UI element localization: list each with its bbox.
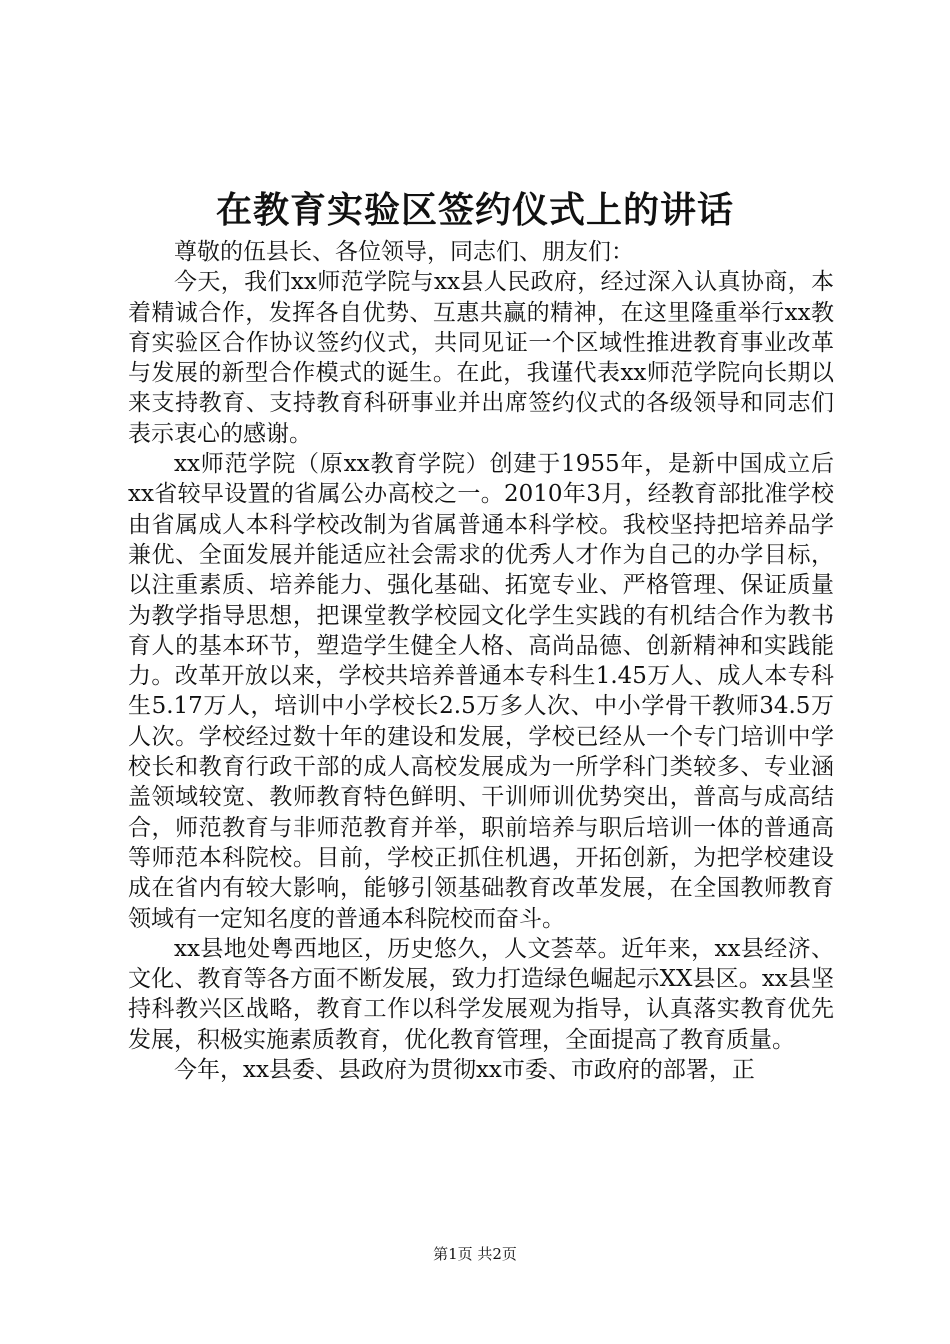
- paragraph-this-year: 今年，xx县委、县政府为贯彻xx市委、市政府的部署，正: [174, 1057, 755, 1084]
- paragraph-salutation: 尊敬的伍县长、各位领导，同志们、朋友们：: [174, 239, 634, 265]
- paragraph-college-intro: xx师范学院（原xx教育学院）创建于1955年，是新中国成立后xx省较早设置的省属公办高校之一。2010年3月，经教育部批准学校由省属成人本科学校改制为省属普通本科学校。我校坚持把培养品学兼优、全面发展并能适应社会需求的优秀人才作为自己的办学目标，以注重素质、培养能力、强化基础、拓宽专业、严格管理、保证质量为教学指导思想，把课堂教学校园文化学生实践的有机结合作为教书育人的基本环节，塑造学生健全人格、高尚品德、创新精神和实践能力。改革开放以来，学校共培养普通本专科生1.45万人、成人本专科生5.17万人，培训中小学校长2.5万多人次、中小学骨干教师34.5万人次。学校经过数十年的建设和发展，学校已经从一个专门培训中学校长和教育行政干部的成人高校发展成为一所学科门类较多、专业涵盖领域较宽、教师教育特色鲜明、干训师训优势突出，普高与成高结合，师范教育与非师范教育并举，职前培养与职后培训一体的普通高等师范本科院校。目前，学校正抓住机遇，开拓创新，为把学校建设成在省内有较大影响，能够引领基础教育改革发展，在全国教师教育领域有一定知名度的普通本科院校而奋斗。: [128, 451, 834, 932]
- document-title: 在教育实验区签约仪式上的讲话: [215, 189, 734, 231]
- document-body: [128, 237, 834, 1085]
- paragraph-opening: 今天，我们xx师范学院与xx县人民政府，经过深入认真协商，本着精诚合作，发挥各自优势、互惠共赢的精神，在这里隆重举行xx教育实验区合作协议签约仪式，共同见证一个区域性推进教育事业改革与发展的新型合作模式的诞生。在此，我谨代表xx师范学院向长期以来支持教育、支持教育科研事业并出席签约仪式的各级领导和同志们表示衷心的感谢。: [128, 269, 834, 447]
- page-number-footer: 第1页 共2页: [433, 1245, 517, 1263]
- paragraph-county-intro: xx县地处粤西地区，历史悠久，人文荟萃。近年来，xx县经济、文化、教育等各方面不断发展，致力打造绿色崛起示XX县区。xx县坚持科教兴区战略，教育工作以科学发展观为指导，认真落实教育优先发展，积极实施素质教育，优化教育管理，全面提高了教育质量。: [128, 935, 834, 1053]
